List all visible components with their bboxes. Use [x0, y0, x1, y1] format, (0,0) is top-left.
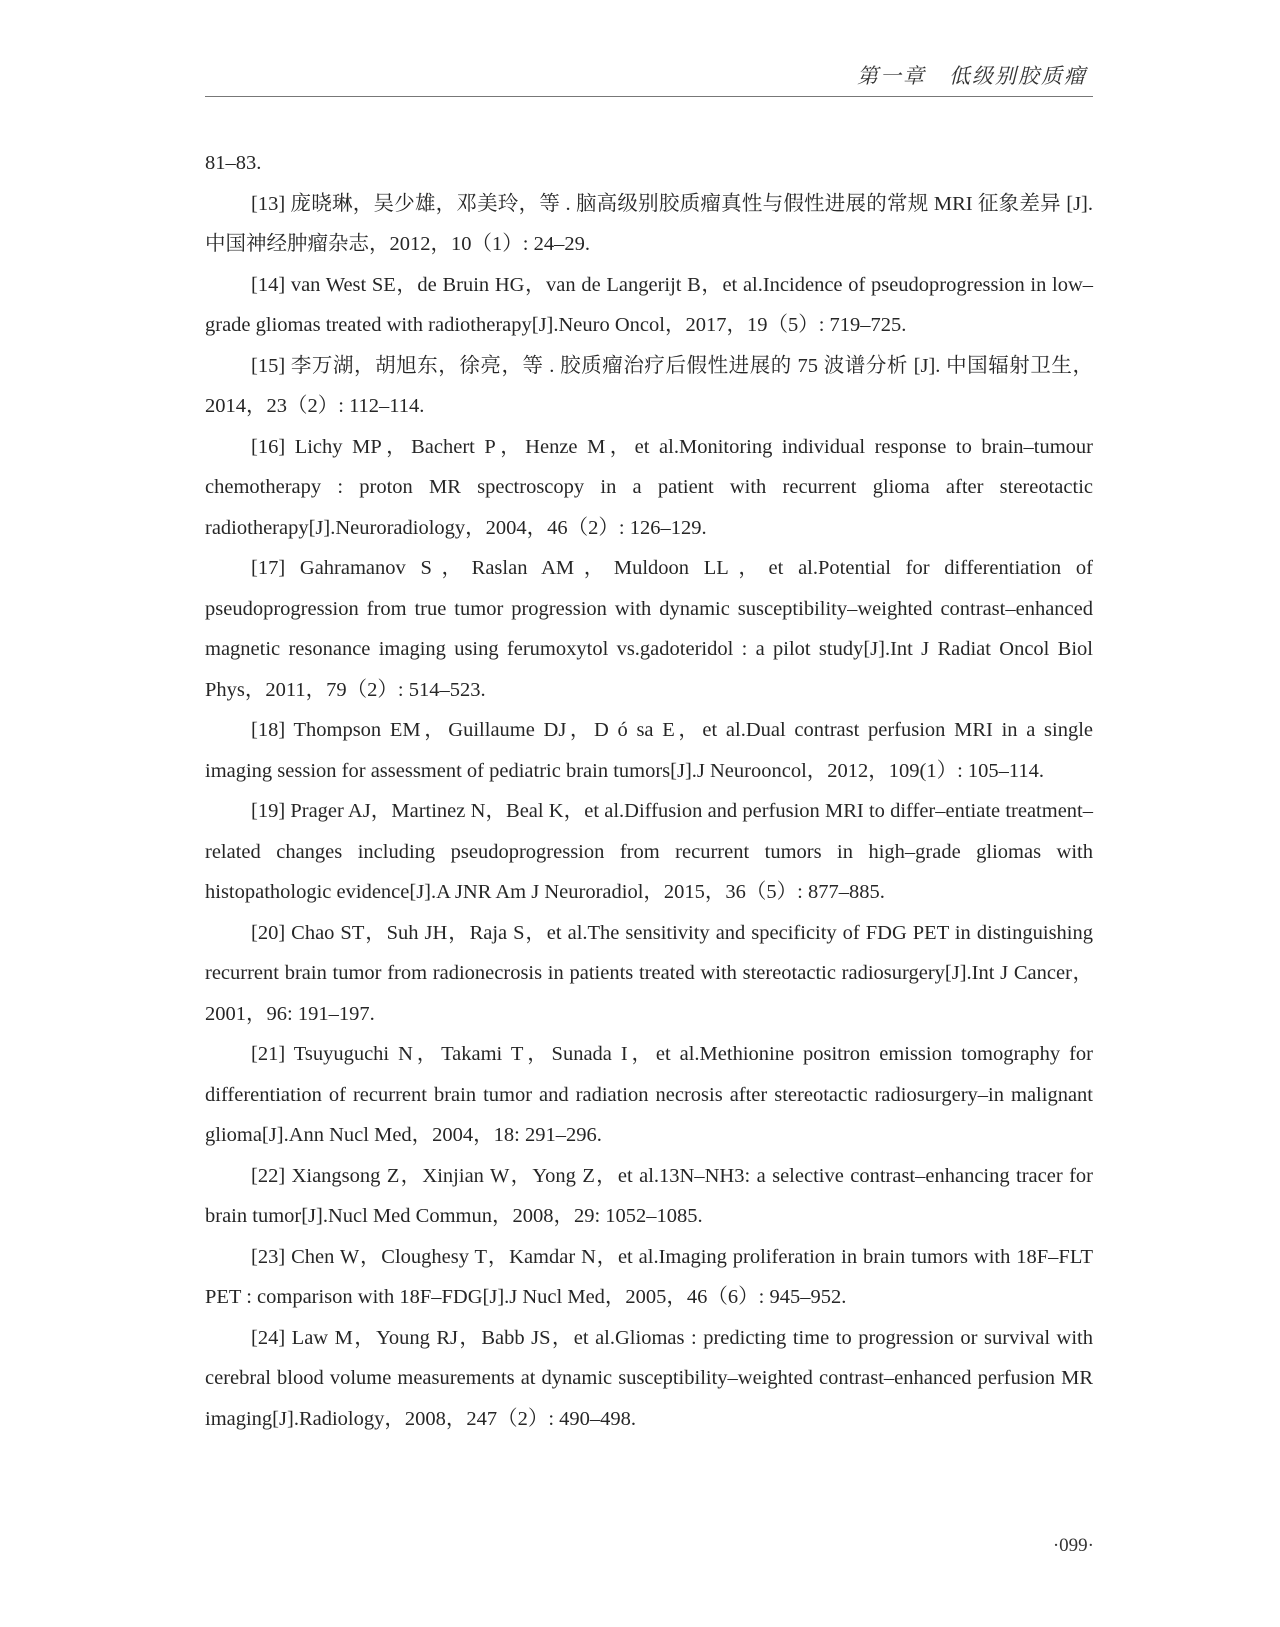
reference-16: [16] Lichy MP，Bachert P，Henze M，et al.Monitoring individual response to brain–tumour chemotherapy : proton MR spectroscopy in a patient with recurrent glioma after stereotactic radiotherapy[J].Neuroradiology，2004，46（2）: 126–129. [205, 435, 1093, 539]
reference-20: [20] Chao ST，Suh JH，Raja S，et al.The sensitivity and specificity of FDG PET in distinguishing recurrent brain tumor from radionecrosis in patients treated with stereotactic radiosurgery[J].Int J Cancer，2001，96: 191–197. [205, 921, 1093, 1025]
page-number: ·099· [1052, 1535, 1094, 1556]
reference-19: [19] Prager AJ，Martinez N，Beal K，et al.Diffusion and perfusion MRI to differ–entiate treatment–related changes including pseudoprogression from recurrent tumors in high–grade gliomas with histopathologic evidence[J].A JNR Am J Neuroradiol，2015，36（5）: 877–885. [205, 800, 1093, 903]
reference-13: [13] 庞晓琳，吴少雄，邓美玲，等 . 脑高级别胶质瘤真性与假性进展的常规 MRI 征象差异 [J]. 中国神经肿瘤杂志，2012，10（1）: 24–29. [205, 192, 1093, 255]
chapter-title: 第一章 低级别胶质瘤 [857, 64, 1087, 88]
reference-14: [14] van West SE，de Bruin HG，van de Langerijt B，et al.Incidence of pseudoprogression in low–grade gliomas treated with radiotherapy[J].Neuro Oncol，2017，19（5）: 719–725. [205, 273, 1093, 336]
reference-17: [17] Gahramanov S，Raslan AM，Muldoon LL，et al.Potential for differentiation of pseudoprogression from true tumor progression with dynamic susceptibility–weighted contrast–enhanced magnetic resonance imaging using ferumoxytol vs.gadoteridol : a pilot study[J].Int J Radiat Oncol Biol Phys，2011，79（2）: 514–523. [205, 557, 1093, 701]
reference-23: [23] Chen W，Cloughesy T，Kamdar N，et al.Imaging proliferation in brain tumors with 18F–FLT PET : comparison with 18F–FDG[J].J Nucl Med，2005，46（6）: 945–952. [205, 1245, 1093, 1308]
reference-21: [21] Tsuyuguchi N，Takami T，Sunada I，et al.Methionine positron emission tomography for differentiation of recurrent brain tumor and radiation necrosis after stereotactic radiosurgery–in malignant glioma[J].Ann Nucl Med，2004，18: 291–296. [205, 1043, 1093, 1146]
reference-15: [15] 李万湖，胡旭东，徐亮，等 . 胶质瘤治疗后假性进展的 75 波谱分析 [J]. 中国辐射卫生，2014，23（2）: 112–114. [205, 354, 1093, 417]
reference-24: [24] Law M，Young RJ，Babb JS，et al.Gliomas : predicting time to progression or survival with cerebral blood volume measurements at dynamic susceptibility–weighted contrast–enhanced perfusion MR imaging[J].Radiology，2008，247（2）: 490–498. [205, 1326, 1093, 1430]
reference-list [205, 143, 1093, 1439]
running-header [205, 56, 1093, 97]
reference-22: [22] Xiangsong Z，Xinjian W，Yong Z，et al.13N–NH3: a selective contrast–enhancing tracer for brain tumor[J].Nucl Med Commun，2008，29: 1052–1085. [205, 1164, 1093, 1227]
reference-continuation: 81–83. [205, 152, 262, 174]
reference-18: [18] Thompson EM，Guillaume DJ，D ó sa E，et al.Dual contrast perfusion MRI in a single imaging session for assessment of pediatric brain tumors[J].J Neurooncol，2012，109(1）: 105–114. [205, 719, 1093, 782]
